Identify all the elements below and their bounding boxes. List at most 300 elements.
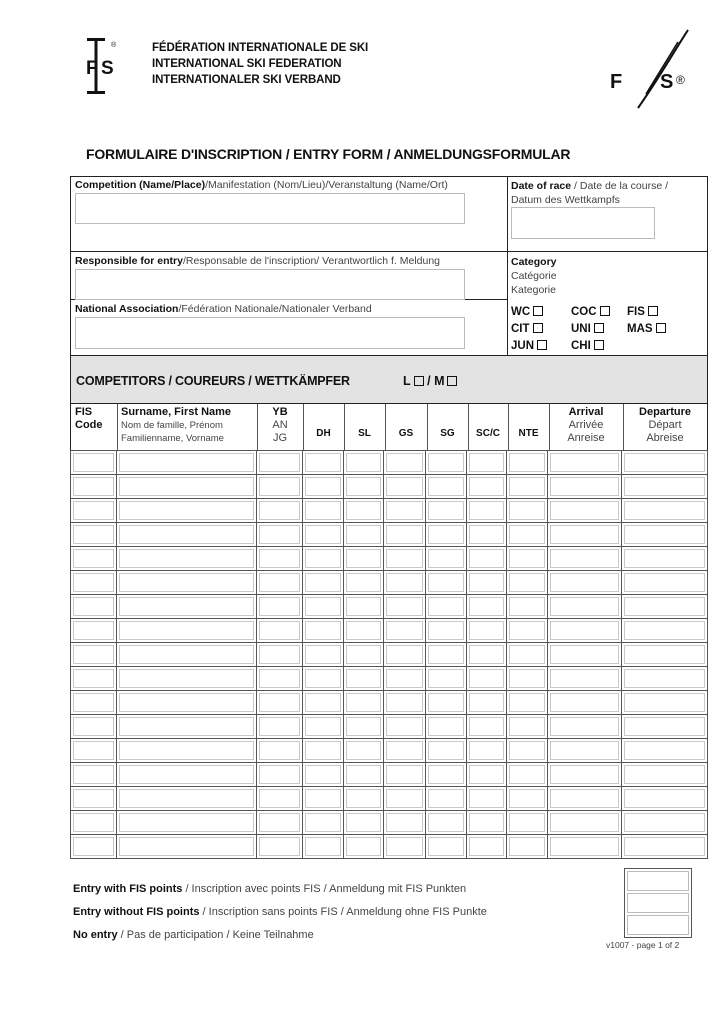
departure-input[interactable]	[624, 717, 705, 736]
arrival-input[interactable]	[550, 477, 619, 496]
gs-input[interactable]	[386, 477, 423, 496]
fis-code-input[interactable]	[73, 477, 114, 496]
table-cell	[548, 811, 622, 835]
competitor-table-header	[70, 404, 708, 450]
nte-input[interactable]	[509, 621, 545, 640]
sl-input[interactable]	[346, 789, 382, 808]
dh-input[interactable]	[305, 669, 341, 688]
surname-input[interactable]	[119, 741, 254, 760]
sg-input[interactable]	[428, 741, 464, 760]
table-cell	[343, 571, 384, 595]
fis-code-input[interactable]	[73, 693, 114, 712]
table-cell	[426, 571, 467, 595]
competitors-band	[70, 356, 708, 404]
gs-input[interactable]	[386, 693, 423, 712]
arrival-input[interactable]	[550, 621, 619, 640]
sc-c-input[interactable]	[469, 525, 504, 544]
arrival-input[interactable]	[550, 741, 619, 760]
col-gs: GS	[398, 428, 414, 439]
sl-input[interactable]	[346, 573, 382, 592]
competition-input[interactable]	[75, 193, 465, 224]
responsible-input[interactable]	[75, 269, 465, 300]
table-cell	[622, 571, 708, 595]
gender-m-checkbox[interactable]	[447, 376, 457, 386]
surname-input[interactable]	[119, 573, 254, 592]
sg-input[interactable]	[428, 453, 464, 472]
fis-code-input[interactable]	[73, 645, 114, 664]
gender-l-checkbox[interactable]	[414, 376, 424, 386]
table-row	[71, 571, 708, 595]
yb-input[interactable]	[259, 573, 300, 592]
svg-text:®: ®	[111, 42, 117, 49]
departure-input[interactable]	[624, 741, 705, 760]
table-cell	[467, 619, 507, 643]
sc-c-input[interactable]	[469, 693, 504, 712]
gs-input[interactable]	[386, 453, 423, 472]
table-cell	[343, 595, 384, 619]
sg-input[interactable]	[428, 525, 464, 544]
table-cell	[384, 763, 426, 787]
sc-c-input[interactable]	[469, 837, 504, 856]
sl-input[interactable]	[346, 549, 382, 568]
table-row	[71, 451, 708, 475]
table-cell	[384, 715, 426, 739]
table-cell	[343, 475, 384, 499]
sg-input[interactable]	[428, 645, 464, 664]
arrival-input[interactable]	[550, 693, 619, 712]
sl-input[interactable]	[346, 453, 382, 472]
nte-input[interactable]	[509, 693, 545, 712]
table-cell	[116, 475, 256, 499]
yb-input[interactable]	[259, 501, 300, 520]
surname-input[interactable]	[119, 525, 254, 544]
yb-input[interactable]	[259, 645, 300, 664]
departure-input[interactable]	[624, 549, 705, 568]
fis-code-input[interactable]	[73, 549, 114, 568]
table-cell	[116, 571, 256, 595]
table-cell	[622, 787, 708, 811]
table-cell	[426, 451, 467, 475]
nte-input[interactable]	[509, 573, 545, 592]
gs-input[interactable]	[386, 525, 423, 544]
table-cell	[302, 619, 343, 643]
sc-c-input[interactable]	[469, 549, 504, 568]
sc-c-input[interactable]	[469, 645, 504, 664]
fis-code-input[interactable]	[73, 669, 114, 688]
table-cell	[467, 763, 507, 787]
table-cell	[548, 739, 622, 763]
arrival-input[interactable]	[550, 597, 619, 616]
dh-input[interactable]	[305, 645, 341, 664]
table-cell	[384, 571, 426, 595]
fis-logo-right	[608, 28, 698, 112]
nte-input[interactable]	[509, 453, 545, 472]
arrival-input[interactable]	[550, 717, 619, 736]
nte-input[interactable]	[509, 789, 545, 808]
table-cell	[302, 595, 343, 619]
table-cell	[467, 547, 507, 571]
date-of-race-input[interactable]	[511, 207, 655, 239]
fis-code-input[interactable]	[73, 453, 114, 472]
col-nte: NTE	[518, 428, 539, 439]
sg-input[interactable]	[428, 597, 464, 616]
table-cell	[467, 499, 507, 523]
yb-input[interactable]	[259, 525, 300, 544]
sl-input[interactable]	[346, 837, 382, 856]
top-info-box	[70, 176, 708, 356]
table-cell	[426, 475, 467, 499]
table-cell	[71, 643, 117, 667]
table-cell	[71, 571, 117, 595]
table-cell	[426, 499, 467, 523]
gs-input[interactable]	[386, 645, 423, 664]
dh-input[interactable]	[305, 789, 341, 808]
table-cell	[343, 523, 384, 547]
gs-input[interactable]	[386, 669, 423, 688]
arrival-input[interactable]	[550, 669, 619, 688]
departure-input[interactable]	[624, 693, 705, 712]
sl-input[interactable]	[346, 813, 382, 832]
sc-c-input[interactable]	[469, 669, 504, 688]
col-departure: Departure Départ Abreise	[639, 406, 691, 444]
dh-input[interactable]	[305, 453, 341, 472]
departure-input[interactable]	[624, 837, 705, 856]
sl-input[interactable]	[346, 741, 382, 760]
table-cell	[302, 475, 343, 499]
sg-input[interactable]	[428, 717, 464, 736]
table-cell	[467, 715, 507, 739]
nte-input[interactable]	[509, 837, 545, 856]
surname-input[interactable]	[119, 453, 254, 472]
date-of-race-label: Date of race / Date de la course / Datum des Wettkampfs	[511, 180, 668, 206]
departure-input[interactable]	[624, 501, 705, 520]
surname-input[interactable]	[119, 765, 254, 784]
legend-entry-without-points: Entry without FIS points / Inscription sans points FIS / Anmeldung ohne FIS Punkte	[73, 906, 487, 918]
arrival-input[interactable]	[550, 525, 619, 544]
table-cell	[467, 595, 507, 619]
category-coc[interactable]: COC	[571, 304, 610, 321]
table-cell	[426, 763, 467, 787]
arrival-input[interactable]	[550, 573, 619, 592]
table-cell	[622, 835, 708, 859]
sg-input[interactable]	[428, 765, 464, 784]
surname-input[interactable]	[119, 837, 254, 856]
sg-input[interactable]	[428, 477, 464, 496]
table-cell	[116, 595, 256, 619]
surname-input[interactable]	[119, 669, 254, 688]
nte-input[interactable]	[509, 813, 545, 832]
category-fis[interactable]: FIS	[627, 304, 658, 321]
departure-input[interactable]	[624, 645, 705, 664]
table-cell	[426, 523, 467, 547]
gs-input[interactable]	[386, 549, 423, 568]
table-cell	[507, 451, 548, 475]
arrival-input[interactable]	[550, 837, 619, 856]
table-cell	[507, 835, 548, 859]
yb-input[interactable]	[259, 693, 300, 712]
table-cell	[622, 691, 708, 715]
table-cell	[302, 523, 343, 547]
sc-c-input[interactable]	[469, 477, 504, 496]
table-cell	[71, 595, 117, 619]
table-cell	[116, 499, 256, 523]
table-row	[71, 811, 708, 835]
table-row	[71, 739, 708, 763]
arrival-input[interactable]	[550, 549, 619, 568]
table-cell	[622, 643, 708, 667]
table-cell	[256, 787, 302, 811]
col-sl: SL	[358, 428, 371, 439]
table-cell	[426, 811, 467, 835]
sl-input[interactable]	[346, 501, 382, 520]
nte-input[interactable]	[509, 741, 545, 760]
sl-input[interactable]	[346, 597, 382, 616]
departure-input[interactable]	[624, 621, 705, 640]
table-cell	[622, 523, 708, 547]
departure-input[interactable]	[624, 789, 705, 808]
table-cell	[384, 595, 426, 619]
departure-input[interactable]	[624, 669, 705, 688]
arrival-input[interactable]	[550, 789, 619, 808]
gs-input[interactable]	[386, 765, 423, 784]
table-cell	[507, 619, 548, 643]
sl-input[interactable]	[346, 717, 382, 736]
surname-input[interactable]	[119, 621, 254, 640]
dh-input[interactable]	[305, 837, 341, 856]
dh-input[interactable]	[305, 525, 341, 544]
departure-input[interactable]	[624, 453, 705, 472]
sg-input[interactable]	[428, 669, 464, 688]
surname-input[interactable]	[119, 717, 254, 736]
sg-input[interactable]	[428, 789, 464, 808]
table-cell	[343, 835, 384, 859]
sl-input[interactable]	[346, 669, 382, 688]
table-cell	[548, 451, 622, 475]
table-cell	[302, 451, 343, 475]
table-cell	[71, 763, 117, 787]
table-cell	[548, 475, 622, 499]
fis-code-input[interactable]	[73, 741, 114, 760]
sl-input[interactable]	[346, 765, 382, 784]
nte-input[interactable]	[509, 549, 545, 568]
table-cell	[426, 595, 467, 619]
yb-input[interactable]	[259, 741, 300, 760]
yb-input[interactable]	[259, 765, 300, 784]
arrival-input[interactable]	[550, 453, 619, 472]
responsible-label: Responsible for entry/Responsable de l'inscription/ Verantwortlich f. Meldung	[75, 255, 441, 267]
gs-input[interactable]	[386, 717, 423, 736]
yb-input[interactable]	[259, 813, 300, 832]
table-cell	[548, 547, 622, 571]
table-cell	[71, 811, 117, 835]
surname-input[interactable]	[119, 813, 254, 832]
dh-input[interactable]	[305, 501, 341, 520]
dh-input[interactable]	[305, 549, 341, 568]
category-chi[interactable]: CHI	[571, 338, 604, 355]
table-cell	[548, 595, 622, 619]
table-cell	[622, 475, 708, 499]
table-cell	[71, 547, 117, 571]
table-cell	[302, 499, 343, 523]
fis-code-input[interactable]	[73, 573, 114, 592]
sc-c-input[interactable]	[469, 789, 504, 808]
sl-input[interactable]	[346, 621, 382, 640]
fis-code-input[interactable]	[73, 717, 114, 736]
national-association-input[interactable]	[75, 317, 465, 349]
sg-input[interactable]	[428, 573, 464, 592]
table-cell	[507, 691, 548, 715]
yb-input[interactable]	[259, 837, 300, 856]
table-cell	[302, 547, 343, 571]
yb-input[interactable]	[259, 549, 300, 568]
table-cell	[467, 643, 507, 667]
nte-input[interactable]	[509, 669, 545, 688]
gs-input[interactable]	[386, 501, 423, 520]
sc-c-input[interactable]	[469, 813, 504, 832]
gs-input[interactable]	[386, 789, 423, 808]
table-cell	[256, 667, 302, 691]
dh-input[interactable]	[305, 693, 341, 712]
surname-input[interactable]	[119, 477, 254, 496]
fis-code-input[interactable]	[73, 597, 114, 616]
nte-input[interactable]	[509, 597, 545, 616]
arrival-input[interactable]	[550, 813, 619, 832]
surname-input[interactable]	[119, 597, 254, 616]
yb-input[interactable]	[259, 717, 300, 736]
table-cell	[426, 691, 467, 715]
col-sc-c: SC/C	[476, 428, 500, 439]
dh-input[interactable]	[305, 597, 341, 616]
fis-code-input[interactable]	[73, 837, 114, 856]
table-cell	[426, 619, 467, 643]
sg-input[interactable]	[428, 501, 464, 520]
table-cell	[507, 715, 548, 739]
dh-input[interactable]	[305, 813, 341, 832]
surname-input[interactable]	[119, 501, 254, 520]
surname-input[interactable]	[119, 693, 254, 712]
yb-input[interactable]	[259, 477, 300, 496]
sc-c-input[interactable]	[469, 717, 504, 736]
sc-c-input[interactable]	[469, 573, 504, 592]
sc-c-input[interactable]	[469, 621, 504, 640]
yb-input[interactable]	[259, 597, 300, 616]
dh-input[interactable]	[305, 741, 341, 760]
gs-input[interactable]	[386, 741, 423, 760]
table-cell	[548, 763, 622, 787]
fis-code-input[interactable]	[73, 525, 114, 544]
table-row	[71, 595, 708, 619]
gs-input[interactable]	[386, 597, 423, 616]
fis-code-input[interactable]	[73, 765, 114, 784]
sg-input[interactable]	[428, 621, 464, 640]
dh-input[interactable]	[305, 621, 341, 640]
departure-input[interactable]	[624, 573, 705, 592]
arrival-input[interactable]	[550, 645, 619, 664]
category-wc[interactable]: WC	[511, 304, 543, 321]
surname-input[interactable]	[119, 549, 254, 568]
gs-input[interactable]	[386, 621, 423, 640]
table-cell	[71, 691, 117, 715]
table-cell	[302, 715, 343, 739]
dh-input[interactable]	[305, 765, 341, 784]
svg-text:F: F	[610, 71, 623, 93]
arrival-input[interactable]	[550, 765, 619, 784]
nte-input[interactable]	[509, 525, 545, 544]
nte-input[interactable]	[509, 765, 545, 784]
gs-input[interactable]	[386, 813, 423, 832]
table-cell	[507, 523, 548, 547]
table-cell	[467, 475, 507, 499]
nte-input[interactable]	[509, 477, 545, 496]
dh-input[interactable]	[305, 717, 341, 736]
arrival-input[interactable]	[550, 501, 619, 520]
yb-input[interactable]	[259, 621, 300, 640]
sl-input[interactable]	[346, 525, 382, 544]
departure-input[interactable]	[624, 597, 705, 616]
nte-input[interactable]	[509, 645, 545, 664]
sl-input[interactable]	[346, 477, 382, 496]
dh-input[interactable]	[305, 477, 341, 496]
departure-input[interactable]	[624, 525, 705, 544]
surname-input[interactable]	[119, 789, 254, 808]
nte-input[interactable]	[509, 717, 545, 736]
surname-input[interactable]	[119, 645, 254, 664]
sc-c-input[interactable]	[469, 453, 504, 472]
sc-c-input[interactable]	[469, 741, 504, 760]
fis-code-input[interactable]	[73, 789, 114, 808]
table-cell	[384, 451, 426, 475]
sc-c-input[interactable]	[469, 597, 504, 616]
table-cell	[507, 643, 548, 667]
category-mas[interactable]: MAS	[627, 321, 666, 338]
sg-input[interactable]	[428, 549, 464, 568]
category-jun[interactable]: JUN	[511, 338, 547, 355]
gs-input[interactable]	[386, 837, 423, 856]
sc-c-input[interactable]	[469, 765, 504, 784]
sg-input[interactable]	[428, 813, 464, 832]
yb-input[interactable]	[259, 453, 300, 472]
sl-input[interactable]	[346, 693, 382, 712]
category-uni[interactable]: UNI	[571, 321, 604, 338]
sl-input[interactable]	[346, 645, 382, 664]
yb-input[interactable]	[259, 669, 300, 688]
col-arrival: Arrival Arrivée Anreise	[567, 406, 605, 444]
table-cell	[116, 739, 256, 763]
nte-input[interactable]	[509, 501, 545, 520]
sg-input[interactable]	[428, 693, 464, 712]
table-cell	[548, 643, 622, 667]
fis-code-input[interactable]	[73, 501, 114, 520]
gs-input[interactable]	[386, 573, 423, 592]
sc-c-input[interactable]	[469, 501, 504, 520]
fis-code-input[interactable]	[73, 621, 114, 640]
table-row	[71, 643, 708, 667]
departure-input[interactable]	[624, 765, 705, 784]
departure-input[interactable]	[624, 813, 705, 832]
sg-input[interactable]	[428, 837, 464, 856]
fis-code-input[interactable]	[73, 813, 114, 832]
departure-input[interactable]	[624, 477, 705, 496]
category-cit[interactable]: CIT	[511, 321, 543, 338]
dh-input[interactable]	[305, 573, 341, 592]
table-cell	[384, 787, 426, 811]
yb-input[interactable]	[259, 789, 300, 808]
table-row	[71, 475, 708, 499]
table-cell	[426, 715, 467, 739]
table-cell	[116, 787, 256, 811]
table-cell	[116, 547, 256, 571]
table-cell	[302, 691, 343, 715]
